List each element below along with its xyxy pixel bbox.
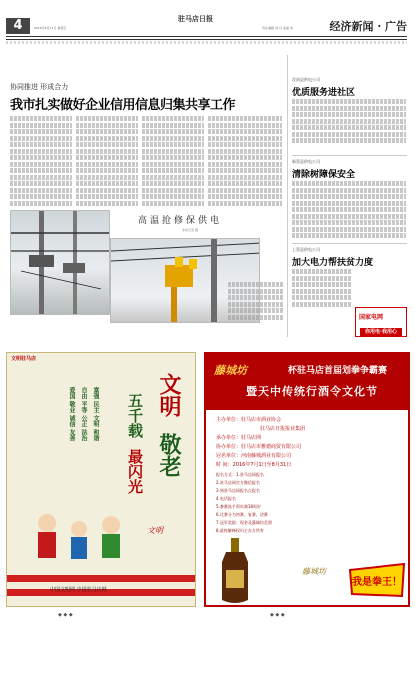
ad-big-word-2: 敬老 <box>156 433 181 477</box>
ad-title-line-1: 杯驻马店首届划拳争霸赛 <box>288 366 388 376</box>
newspaper-logo: 驻马店日报 <box>178 14 213 23</box>
sidebar-kicker-1: 汝南县供电公司 <box>292 77 320 82</box>
power-line-photo-1 <box>10 210 110 315</box>
ad-rule-item: 8.最终解释权归主办方所有 <box>216 528 264 533</box>
liquor-bottle-image <box>220 538 250 604</box>
print-mark: ◆ ◆ ◆ <box>270 612 285 618</box>
ad-badge: 文明驻马店 <box>11 356 37 362</box>
core-values-col-3: 爱国 敬业 诚信 友善 <box>68 387 75 442</box>
date-line: 2016年6月17日 星期五 <box>34 26 67 30</box>
sidebar-title-1: 优质服务进社区 <box>292 88 356 98</box>
ad-big-word-1: 文明 <box>156 373 181 417</box>
masthead-rule <box>6 36 407 37</box>
state-grid-logo-text: 国家电网 <box>359 314 384 321</box>
sidebar-title-2: 清除树障保安全 <box>292 170 356 180</box>
decorative-dots <box>6 41 407 44</box>
ad-rule-item: 3.到驻马店网报名点报名 <box>216 488 260 493</box>
sidebar-kicker-3: 上蔡县供电公司 <box>292 247 320 252</box>
article-kicker: 协同推进 形成合力 <box>10 83 69 91</box>
ad-brand-logo: 藤城坊 <box>302 567 326 576</box>
sidebar-news <box>287 55 409 337</box>
ad-host: 承办单位：驻马店网 <box>216 435 262 441</box>
ad-footer: 中国文明网 中国驻马店网 <box>50 587 107 593</box>
sidebar-body-3 <box>292 269 352 307</box>
masthead-rule-secondary <box>6 39 407 40</box>
ad-organizer: 主办单位：驻马店市酒业协会 <box>216 417 282 423</box>
ad-mid-word-2: 最闪光 <box>126 449 144 494</box>
article-headline: 我市扎实做好企业信用信息归集共享工作 <box>10 98 236 113</box>
ad-rule-item: 4.电话报名 <box>216 496 236 501</box>
ad-rule-item: 7.冠军奖励：现金及藤城坊美酒 <box>216 520 272 525</box>
sidebar-kicker-2: 新蔡县供电公司 <box>292 159 320 164</box>
photo-caption <box>228 282 284 322</box>
core-values-col-1: 富强 民主 文明 和谐 <box>92 387 99 442</box>
ad-rule-item: 2.驻马店网官方微信报名 <box>216 480 260 485</box>
article-column-2 <box>76 116 138 208</box>
article-column-4 <box>208 116 282 208</box>
state-grid-slogan: 你用电·我用心 <box>360 328 402 337</box>
champion-stamp-text: 我是拳王！ <box>352 577 402 588</box>
article-column-3 <box>142 116 204 208</box>
ad-signature: 文明 <box>147 526 163 535</box>
article-column-1 <box>10 116 72 208</box>
ad-rule-item: 报名方式：1.驻马店网报名 <box>216 472 264 477</box>
sidebar-body-1 <box>292 99 406 143</box>
sidebar-divider <box>292 155 407 156</box>
core-values-col-2: 自由 平等 公正 法治 <box>80 387 87 442</box>
ad-co-host: 协办单位：驻马店市雅德商贸有限公司 <box>216 444 302 450</box>
ad-rule-item: 6.比赛分为初赛、复赛、决赛 <box>216 512 268 517</box>
ad-organizer-2: 驻马店日报报业集团 <box>260 426 306 432</box>
ad-sponsor: 冠名单位：河南藤城酒业有限公司 <box>216 453 292 459</box>
page-number: 4 <box>6 18 30 34</box>
ad-header-band <box>206 354 408 410</box>
ad-brand: 藤城坊 <box>214 364 247 377</box>
photo-credit: 本报记者 摄 <box>182 228 198 232</box>
sidebar-body-2 <box>292 181 406 239</box>
ad-mid-word-1: 五千载 <box>126 393 144 438</box>
ad-title-line-2: 暨天中传统行酒令文化节 <box>246 385 378 398</box>
sidebar-divider <box>292 243 407 244</box>
ad-red-stripe <box>7 575 195 582</box>
champion-stamp-graphic <box>346 560 408 600</box>
photo-feature-title: 高温抢修保供电 <box>138 216 223 226</box>
civility-ad <box>6 352 196 607</box>
sidebar-title-3: 加大电力帮扶贫力度 <box>292 258 374 268</box>
print-mark: ◆ ◆ ◆ <box>58 612 73 618</box>
ad-time: 时 间：2016年7月1日至8月31日 <box>216 462 292 468</box>
editor-line: 责任编辑 刘 丹 美编 刘 <box>262 26 293 30</box>
ad-rule-item: 5.参赛选手须年满18周岁 <box>216 504 261 509</box>
drinking-contest-ad <box>204 352 410 607</box>
section-title: 经济新闻 · 广告 <box>329 20 407 33</box>
